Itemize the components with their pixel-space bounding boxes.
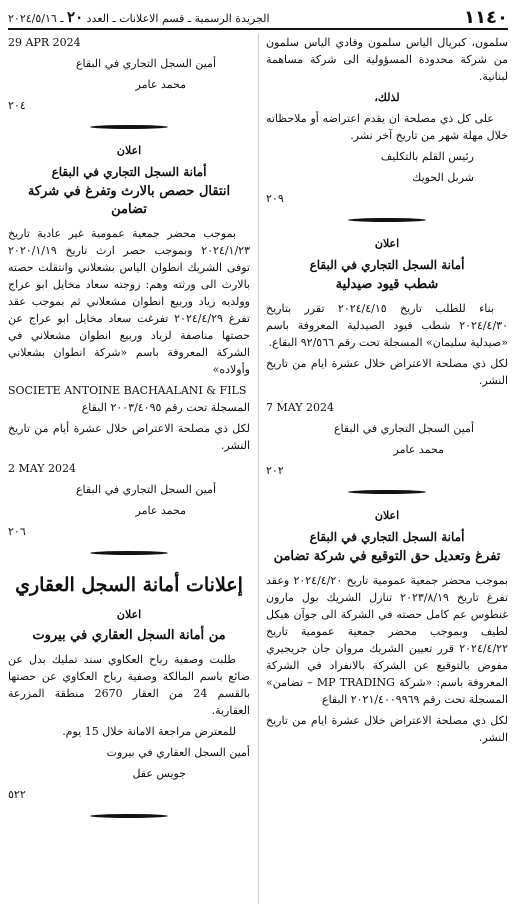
- separator-ornament: [266, 485, 508, 499]
- notice-authority: أمانة السجل التجاري في البقاع: [309, 258, 465, 272]
- notice-date: 2 MAY 2024: [8, 462, 77, 475]
- page-number: ١١٤٠: [464, 6, 508, 28]
- separator-ornament: [8, 546, 250, 560]
- continued-text: سلمون، كبريال الياس سلمون وفادي الياس سلمون من شركة محدودة المسؤولية الى شركة مساهمة لبنانية.: [266, 36, 508, 83]
- notice-label: اعلان: [374, 237, 400, 250]
- notice-title: تفرغ وتعديل حق التوقيع في شركة تضامن: [273, 549, 501, 564]
- signer-name: محمد عامر: [393, 443, 444, 456]
- header-title: [8, 8, 270, 26]
- right-column: [266, 34, 508, 750]
- notice-objection: لكل ذي مصلحة الاعتراض خلال عشرة أيام من تاريخ النشر.: [8, 422, 250, 452]
- notice-number: ٢٠٤: [8, 99, 26, 112]
- signer-title: أمين السجل التجاري في البقاع: [333, 422, 474, 435]
- issue-number: ٢٠: [67, 8, 84, 26]
- notice-date: 29 APR 2024: [8, 36, 81, 49]
- column-divider: [258, 34, 259, 904]
- notice-number: ٢٠٦: [8, 525, 26, 538]
- notice-label: اعلان: [116, 144, 142, 157]
- notice-objection: لكل ذي مصلحة الاعتراض خلال عشرة ايام من تاريخ النشر.: [266, 714, 508, 744]
- separator-ornament: [8, 809, 250, 823]
- notice-title: انتقال حصص بالارث وتفرغ في شركة تضامن: [27, 184, 231, 217]
- notice-body: طلبت وصفية رباح العكاوي سند تمليك بدل عن ضائع باسم المالكة وصفية رباح العكاوي عن حصتها بالقسم 24 من العقار 2670 منطقة المزرعة العقارية.: [8, 653, 250, 717]
- signer-title: رئيس القلم بالتكليف: [380, 150, 474, 163]
- notice-objection: للمعترض مراجعة الامانة خلال 15 يوم.: [62, 725, 236, 738]
- section-title: إعلانات أمانة السجل العقاري: [15, 574, 243, 596]
- signer-name: شربل الحويك: [412, 171, 474, 184]
- separator-ornament: [8, 120, 250, 134]
- notice-number: ٢٠٩: [266, 192, 284, 205]
- page-header: [8, 6, 508, 30]
- left-column: [8, 34, 250, 831]
- notice-authority: من أمانة السجل العقاري في بيروت: [32, 628, 226, 643]
- notice-title: شطب قيود صيدلية: [335, 277, 439, 292]
- notice-number: ٥٢٢: [8, 788, 26, 801]
- separator-ornament: [266, 213, 508, 227]
- notice-authority: أمانة السجل التجاري في البقاع: [51, 165, 207, 179]
- notice-objection: لكل ذي مصلحة الاعتراض خلال عشرة ايام من تاريخ النشر.: [266, 357, 508, 387]
- notice-label: اعلان: [374, 509, 400, 522]
- notice-date: 7 MAY 2024: [266, 401, 335, 414]
- signer-name: محمد عامر: [135, 504, 186, 517]
- objection-text: على كل ذي مصلحة ان يقدم اعتراضه أو ملاحظاته خلال مهلة شهر من تاريخ آخر نشر.: [266, 112, 508, 142]
- signer-title: أمين السجل العقاري في بيروت: [106, 746, 250, 759]
- signer-title: أمين السجل التجاري في البقاع: [75, 483, 216, 496]
- notice-number: ٢٠٢: [266, 464, 284, 477]
- publication-name: الجريدة الرسمية ـ قسم الاعلانات ـ العدد: [86, 12, 270, 25]
- notice-registration: المسجلة تحت رقم ٢٠٠٣/٤٠٩٥ البقاع: [81, 401, 250, 414]
- notice-authority: أمانة السجل التجاري في البقاع: [309, 530, 465, 544]
- notice-label: اعلان: [116, 608, 142, 621]
- signer-title: أمين السجل التجاري في البقاع: [75, 57, 216, 70]
- therefore-heading: لذلك،: [374, 91, 400, 104]
- signer-name: محمد عامر: [135, 78, 186, 91]
- issue-date: ـ ٢٠٢٤/٥/١٦: [8, 12, 64, 25]
- notice-body: بناء للطلب تاريخ ٢٠٢٤/٤/١٥ تقرر بتاريخ ٢٠٢٤/٤/٣٠ شطب قيود الصيدلية المعروفة باسم «صيدلية سليمان» المسجلة تحت رقم ٩٢/٥٦٦ البقاع.: [266, 302, 508, 349]
- signer-name: جويس عقل: [132, 767, 186, 780]
- notice-body: بموجب محضر جمعية عمومية تاريخ ٢٠٢٤/٤/٢٠ وعقد تفرغ تاريخ ٢٠٢٣/٨/١٩ تنازل الشريك بول مارون غنطوس عم كامل حصته في الشركة الى جوآن هيكل لطيف وبموجب محضر جمعية عمومية تاريخ ٢٠٢٤/٤/٢٢ قرر تعيين الشريك مروان جان جريجيري مفوض بالتوقيع عن الشركة بالانفراد في الشركة المعروفة باسم: «شركة MP TRADING – تضامن» المسجلة تحت رقم ٢٠٢١/٤٠٠٩٩٦٩ البقاع: [266, 574, 509, 706]
- company-latin-name: SOCIETE ANTOINE BACHAALANI & FILS: [8, 384, 247, 397]
- notice-body: بموجب محضر جمعية عمومية غير عادية تاريخ ٢٠٢٤/١/٢٣ وبموجب حصر ارث تاريخ ٢٠٢٠/١/١٩ توفى الشريك انطوان الياس بشعلاني وانتقلت حصته بالارث الى ورثته وهم: زوجته سعاد مخايل ابو عراج وولديه زياد وربيع انطوان مشعلاني ثم بموجب عقد تفرغ ٢٠٢٤/٤/٢٩ تفرغت سعاد مخايل ابو عراج عن حصتها مناصفة لزياد وربيع انطوان مشعلاني في الشركة المعروفة باسم «شركة انطوان بشعلاني وأولاده»: [8, 227, 250, 376]
